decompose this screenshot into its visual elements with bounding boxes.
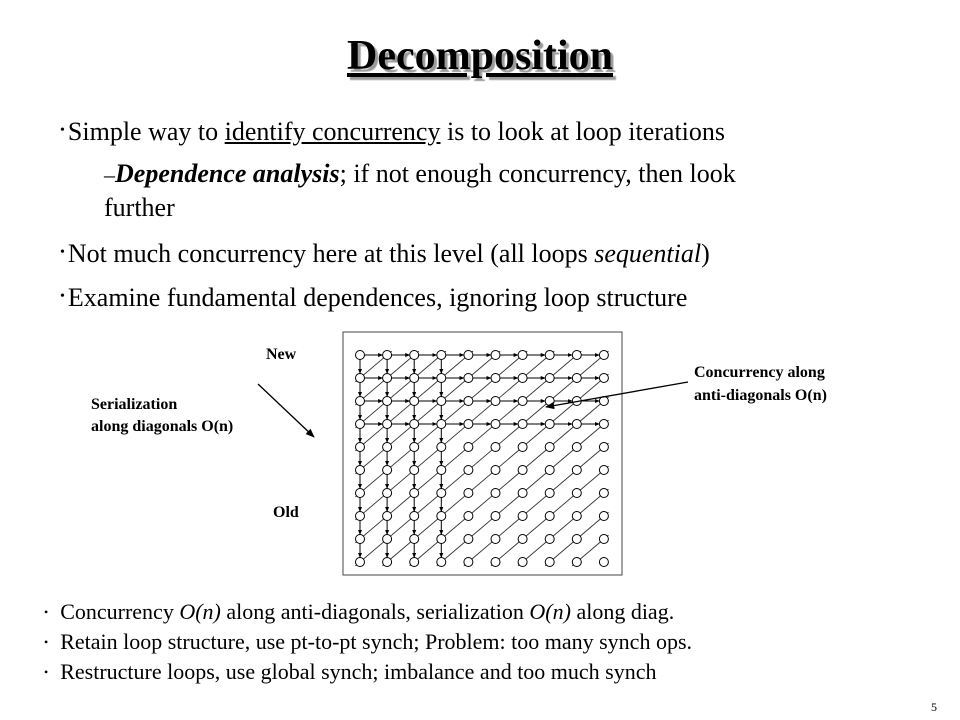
- grid-point-circle: [491, 535, 500, 544]
- grid-point-circle: [410, 489, 419, 498]
- grid-point-circle: [518, 420, 527, 429]
- grid-point-circle: [464, 489, 473, 498]
- grid-point-circle: [383, 535, 392, 544]
- bullet-text-segment: ): [701, 239, 710, 268]
- bullet-marker: •: [44, 634, 49, 649]
- grid-point-circle: [410, 512, 419, 521]
- grid-point-circle: [545, 512, 554, 521]
- grid-point-circle: [518, 558, 527, 567]
- anti-diagonal-line: [464, 443, 609, 566]
- label-concurrency-2: anti-diagonals O(n): [694, 387, 827, 404]
- grid-point-circle: [383, 489, 392, 498]
- grid-point-circle: [491, 466, 500, 475]
- bullet-text-segment: sequential: [594, 239, 702, 268]
- grid-point-circle: [356, 535, 365, 544]
- grid-point-circle: [464, 397, 473, 406]
- bullet-text-segment: Retain loop structure, use pt-to-pt synch; Problem: too many synch ops.: [60, 629, 693, 654]
- bullet-marker: •: [60, 123, 65, 139]
- grid-point-circle: [383, 466, 392, 475]
- grid-point-circle: [437, 420, 446, 429]
- page-number: 5: [931, 700, 937, 714]
- grid-point-circle: [410, 443, 419, 452]
- bullet-marker: •: [44, 664, 49, 679]
- grid-point-circle: [410, 374, 419, 383]
- grid-point-circle: [572, 420, 581, 429]
- grid-point-circle: [356, 420, 365, 429]
- bullet-text-segment: Restructure loops, use global synch; imbalance and too much synch: [60, 659, 657, 684]
- grid-point-circle: [518, 512, 527, 521]
- bottom-bullet-item: [44, 658, 657, 688]
- grid-point-circle: [599, 351, 608, 360]
- grid-point-circle: [572, 466, 581, 475]
- grid-point-circle: [599, 535, 608, 544]
- grid-point-circle: [518, 535, 527, 544]
- grid-point-circle: [356, 351, 365, 360]
- grid-point-circle: [491, 397, 500, 406]
- grid-point-circle: [599, 512, 608, 521]
- grid-point-circle: [572, 558, 581, 567]
- grid-point-circle: [545, 351, 554, 360]
- bullet-text-segment: Concurrency: [60, 599, 180, 624]
- grid-point-circle: [437, 535, 446, 544]
- grid-point-circle: [599, 466, 608, 475]
- grid-point-circle: [599, 420, 608, 429]
- grid-point-circle: [518, 397, 527, 406]
- bullet-marker: •: [60, 245, 65, 261]
- grid-point-circle: [572, 443, 581, 452]
- bullet-text-segment: identify concurrency: [224, 117, 441, 146]
- bullet-text-segment: along diag.: [570, 599, 675, 624]
- grid-point-circle: [383, 397, 392, 406]
- grid-point-circle: [356, 466, 365, 475]
- bullet-text-segment: O(n): [179, 599, 221, 624]
- grid-point-circle: [410, 351, 419, 360]
- grid-point-circle: [518, 351, 527, 360]
- grid-point-circle: [410, 558, 419, 567]
- grid-point-circle: [518, 489, 527, 498]
- bottom-bullet-item: [44, 628, 692, 658]
- grid-point-circle: [464, 351, 473, 360]
- grid-point-circle: [356, 397, 365, 406]
- grid-point-circle: [464, 535, 473, 544]
- grid-point-circle: [356, 374, 365, 383]
- grid-point-circle: [491, 558, 500, 567]
- grid-point-circle: [545, 558, 554, 567]
- grid-point-circle: [437, 443, 446, 452]
- bullet-text-segment: is to look at loop iterations: [440, 117, 726, 146]
- grid-point-circle: [410, 466, 419, 475]
- bullet-text-segment: further: [104, 193, 175, 222]
- slide-title: Decomposition: [347, 33, 613, 79]
- grid-point-circle: [491, 489, 500, 498]
- grid-point-circle: [518, 374, 527, 383]
- grid-point-circle: [545, 397, 554, 406]
- grid-point-circle: [437, 466, 446, 475]
- label-concurrency-1: Concurrency along: [694, 364, 825, 381]
- grid-point-circle: [599, 558, 608, 567]
- grid-point-circle: [572, 512, 581, 521]
- bullet-text-segment: Not much concurrency here at this level (all loops: [67, 239, 595, 268]
- serialization-arrow: [258, 384, 314, 437]
- grid-point-circle: [437, 558, 446, 567]
- grid-point-circle: [356, 489, 365, 498]
- grid-point-circle: [383, 558, 392, 567]
- bullet-marker: •: [60, 289, 65, 305]
- grid-point-circle: [464, 512, 473, 521]
- grid-point-circle: [545, 489, 554, 498]
- grid-point-circle: [437, 512, 446, 521]
- anti-diagonal-line: [518, 489, 608, 566]
- grid-point-circle: [464, 443, 473, 452]
- label-serialization-2: along diagonals O(n): [91, 418, 234, 435]
- grid-point-circle: [572, 351, 581, 360]
- bullet-text-segment: Simple way to: [67, 117, 225, 146]
- grid-point-circle: [437, 489, 446, 498]
- grid-point-circle: [599, 489, 608, 498]
- grid-point-circle: [383, 374, 392, 383]
- bullet-text-segment: Examine fundamental dependences, ignoring loop structure: [67, 283, 688, 312]
- grid-point-circle: [491, 351, 500, 360]
- grid-point-circle: [464, 374, 473, 383]
- grid-point-circle: [572, 489, 581, 498]
- bottom-bullet-item: [44, 598, 674, 628]
- grid-point-circle: [491, 512, 500, 521]
- grid-point-circle: [464, 466, 473, 475]
- grid-point-circle: [545, 420, 554, 429]
- grid-point-circle: [572, 374, 581, 383]
- grid-point-circle: [356, 443, 365, 452]
- grid-point-circle: [464, 420, 473, 429]
- grid-point-circle: [383, 443, 392, 452]
- grid-point-circle: [410, 420, 419, 429]
- grid-point-circle: [491, 443, 500, 452]
- grid-point-circle: [410, 397, 419, 406]
- grid-point-circle: [437, 351, 446, 360]
- grid-point-circle: [383, 351, 392, 360]
- dash-marker: –: [104, 162, 115, 187]
- grid-point-circle: [491, 420, 500, 429]
- bullet-text-segment: ; if not enough concurrency, then look: [339, 159, 736, 188]
- grid-point-circle: [545, 466, 554, 475]
- grid-point-circle: [491, 374, 500, 383]
- grid-point-circle: [599, 374, 608, 383]
- grid-point-circle: [464, 558, 473, 567]
- grid-point-circle: [437, 397, 446, 406]
- grid-point-circle: [545, 374, 554, 383]
- grid-point-circle: [383, 512, 392, 521]
- anti-diagonal-line: [355, 351, 500, 474]
- anti-diagonal-line: [355, 351, 608, 566]
- grid-point-circle: [410, 535, 419, 544]
- bullet-text-segment: O(n): [529, 599, 571, 624]
- grid-point-circle: [518, 466, 527, 475]
- label-old: Old: [273, 504, 299, 521]
- label-serialization-1: Serialization: [91, 396, 178, 413]
- grid-point-circle: [518, 443, 527, 452]
- grid-point-circle: [545, 535, 554, 544]
- anti-diagonal-line: [355, 351, 445, 428]
- grid-point-circle: [572, 535, 581, 544]
- grid-point-circle: [383, 420, 392, 429]
- grid-point-circle: [545, 443, 554, 452]
- grid-point-circle: [356, 558, 365, 567]
- grid-point-circle: [356, 512, 365, 521]
- bullet-text-segment: Dependence analysis: [115, 159, 340, 188]
- bullet-text-segment: along anti-diagonals, serialization: [220, 599, 530, 624]
- grid-point-circle: [599, 443, 608, 452]
- grid-point-circle: [437, 374, 446, 383]
- label-new: New: [266, 346, 297, 363]
- bullet-marker: •: [44, 604, 49, 619]
